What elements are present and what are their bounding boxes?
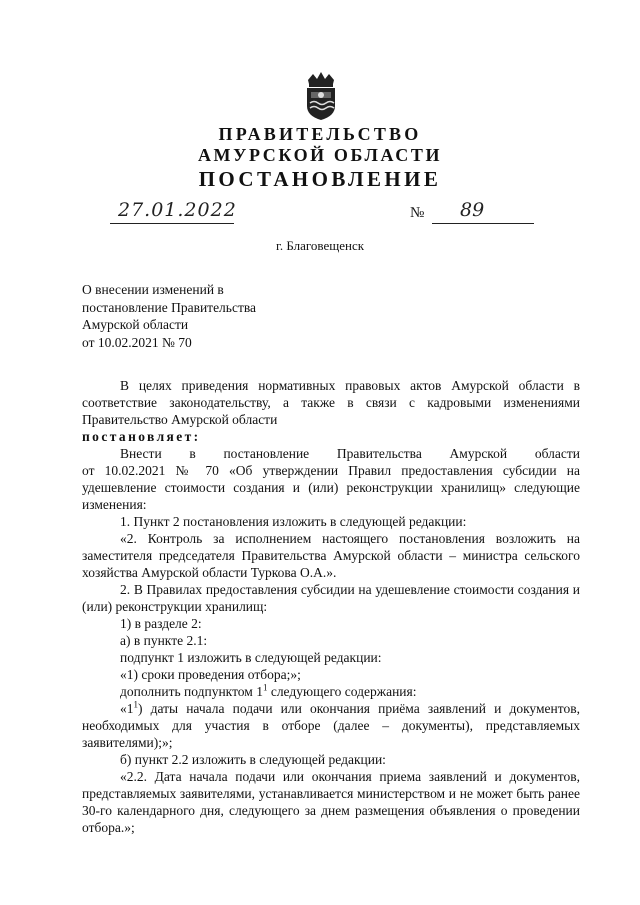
paragraph: «1) сроки проведения отбора;»; <box>120 667 301 682</box>
text-run: «1 <box>120 701 134 716</box>
paragraph: от 10.02.2021 № 70 «Об утверждении Правил предоставления субсидии на удешевление стоимости создания и (или) реконструкции хранилищ» следующие изменения: <box>82 463 580 512</box>
subject-line: Амурской области <box>82 317 189 332</box>
paragraph: 1) в разделе 2: <box>120 616 202 631</box>
subject-line: от 10.02.2021 № 70 <box>82 334 192 350</box>
paragraph: б) пункт 2.2 изложить в следующей редакции: <box>120 752 386 767</box>
subject-line: постановление Правительства <box>82 299 257 315</box>
paragraph <box>82 683 580 700</box>
superscript: 1 <box>133 699 138 710</box>
paragraph: «2. Контроль за исполнением настоящего постановления возложить на заместителя председателя Правительства Амурской области – министра сельского хозяйства Амурской области Туркова О.А.». <box>82 531 580 580</box>
paragraph: а) в пункте 2.1: <box>120 633 208 648</box>
superscript: 1 <box>262 682 268 693</box>
paragraph: подпункт 1 изложить в следующей редакции: <box>120 650 382 665</box>
subject-line: О внесении изменений в <box>82 282 224 297</box>
city-line: г. Благовещенск <box>275 238 365 253</box>
date-field <box>110 199 237 224</box>
government-title: ПРАВИТЕЛЬСТВО <box>218 124 422 144</box>
coat-of-arms-icon <box>300 70 342 122</box>
intro-paragraph: В целях приведения нормативных правовых актов Амурской области в соответствие законодательству, а также в связи с кадровыми изменениями Правительство Амурской области <box>82 378 580 427</box>
paragraph: Внести в постановление Правительства Амурской области <box>120 446 580 461</box>
handwritten-date: 27.01.2022 <box>118 199 237 221</box>
paragraph: 1. Пункт 2 постановления изложить в следующей редакции: <box>120 514 467 529</box>
paragraph: «2.2. Дата начала подачи или окончания приема заявлений и документов, представляемых заявителями, устанавливается министерством и не может быть ранее 30-го календарного дня, следующего за днем размещения объявления о проведении отбора.»; <box>82 769 580 835</box>
paragraph: 2. В Правилах предоставления субсидии на удешевление стоимости создания и (или) реконструкции хранилищ: <box>82 582 580 614</box>
document-type-title: ПОСТАНОВЛЕНИЕ <box>198 167 442 191</box>
text-run: ) даты начала подачи или окончания приёма заявлений и документов, необходимых для участия в отборе (далее – документы), представляемых заявителями);»; <box>82 701 580 750</box>
document-subject <box>82 281 256 351</box>
resolves-word: постановляет: <box>82 429 201 444</box>
text-run: дополнить подпунктом 1 <box>120 684 263 699</box>
paragraph <box>82 700 580 751</box>
handwritten-number: 89 <box>460 199 485 221</box>
number-field <box>432 201 534 224</box>
document-body <box>82 377 580 836</box>
text-run: следующего содержания: <box>267 684 417 699</box>
region-title: АМУРСКОЙ ОБЛАСТИ <box>197 145 443 165</box>
number-sign: № <box>410 205 425 221</box>
